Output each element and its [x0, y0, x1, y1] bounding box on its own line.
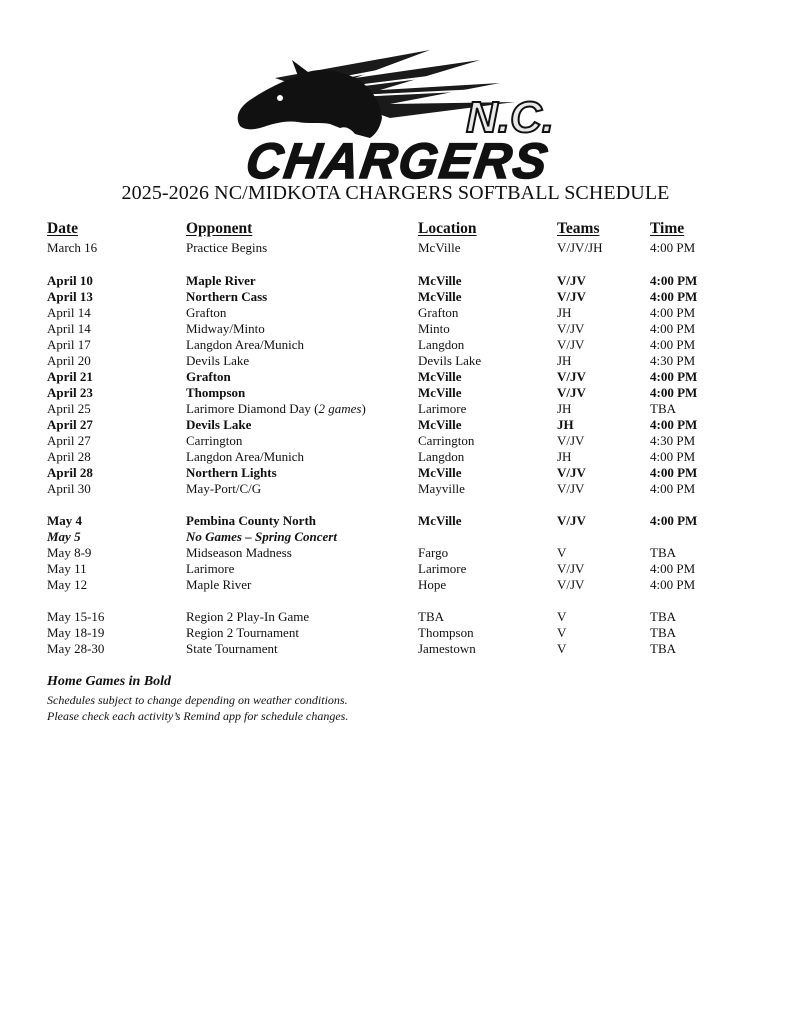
cell-teams: JH	[557, 417, 574, 432]
table-row	[0, 369, 791, 385]
table-row	[0, 465, 791, 481]
cell-time: 4:00 PM	[650, 561, 696, 576]
cell-opponent: Langdon Area/Munich	[186, 337, 305, 352]
cell-opponent: Thompson	[186, 385, 246, 400]
cell-date: May 5	[47, 529, 81, 544]
page-title-text: 2025-2026 NC/MIDKOTA CHARGERS SOFTBALL SCHEDULE	[121, 182, 670, 204]
table-row	[0, 641, 791, 657]
cell-date: April 17	[47, 337, 91, 352]
cell-opponent: Midway/Minto	[186, 321, 265, 336]
header-time: Time	[650, 220, 685, 237]
cell-date: April 10	[47, 273, 93, 288]
cell-time: TBA	[650, 641, 676, 656]
cell-location: Larimore	[418, 401, 467, 416]
cell-teams: V	[557, 545, 567, 560]
cell-location: Larimore	[418, 561, 467, 576]
cell-time: 4:30 PM	[650, 433, 696, 448]
table-row	[0, 321, 791, 337]
cell-date: April 30	[47, 481, 91, 496]
table-row	[0, 337, 791, 353]
table-row	[0, 609, 791, 625]
cell-date: April 28	[47, 465, 93, 480]
cell-time: 4:00 PM	[650, 369, 698, 384]
table-row	[0, 449, 791, 465]
table-row	[0, 417, 791, 433]
cell-time: 4:00 PM	[650, 273, 698, 288]
table-row	[0, 577, 791, 593]
cell-date: April 21	[47, 369, 93, 384]
cell-date: April 14	[47, 321, 91, 336]
cell-time: 4:00 PM	[650, 577, 696, 592]
cell-teams: V/JV	[557, 273, 586, 288]
cell-time: TBA	[650, 545, 676, 560]
cell-teams: V	[557, 625, 567, 640]
cell-opponent: Pembina County North	[186, 513, 317, 528]
cell-opponent: Region 2 Play-In Game	[186, 609, 310, 624]
cell-date: March 16	[47, 240, 98, 255]
cell-teams: V/JV	[557, 289, 586, 304]
cell-opponent: Grafton	[186, 369, 231, 384]
cell-location: McVille	[418, 465, 462, 480]
cell-date: May 11	[47, 561, 87, 576]
header-date: Date	[47, 220, 78, 237]
cell-time: 4:00 PM	[650, 240, 696, 255]
cell-opponent: Devils Lake	[186, 417, 252, 432]
cell-opponent: Northern Cass	[186, 289, 268, 304]
cell-teams: V/JV	[557, 513, 586, 528]
table-row	[0, 305, 791, 321]
cell-location: Mayville	[418, 481, 465, 496]
cell-location: Thompson	[418, 625, 474, 640]
cell-date: April 20	[47, 353, 91, 368]
cell-opponent: Maple River	[186, 577, 252, 592]
logo-nc-text: N.C.	[466, 93, 554, 142]
cell-time: 4:30 PM	[650, 353, 696, 368]
notes-line-1: Schedules subject to change depending on weather conditions.	[47, 693, 348, 707]
cell-date: April 23	[47, 385, 93, 400]
cell-opponent: Devils Lake	[186, 353, 250, 368]
cell-opponent: No Games – Spring Concert	[186, 529, 337, 544]
cell-teams: V/JV	[557, 385, 586, 400]
cell-time: 4:00 PM	[650, 449, 696, 464]
cell-teams: JH	[557, 401, 572, 416]
cell-location: Langdon	[418, 337, 465, 352]
cell-location: TBA	[418, 609, 444, 624]
cell-time: 4:00 PM	[650, 289, 698, 304]
cell-date: April 25	[47, 401, 91, 416]
cell-teams: V/JV	[557, 561, 585, 576]
cell-date: May 4	[47, 513, 83, 528]
cell-time: 4:00 PM	[650, 337, 696, 352]
cell-time: TBA	[650, 625, 676, 640]
cell-time: 4:00 PM	[650, 321, 696, 336]
cell-date: April 13	[47, 289, 93, 304]
cell-opponent: Larimore Diamond Day (2 games)	[186, 401, 366, 416]
cell-opponent: State Tournament	[186, 641, 278, 656]
table-row	[0, 545, 791, 561]
page-title	[0, 182, 791, 205]
cell-location: McVille	[418, 369, 462, 384]
cell-location: Fargo	[418, 545, 449, 560]
cell-date: May 28-30	[47, 641, 105, 656]
cell-opponent: Langdon Area/Munich	[186, 449, 305, 464]
cell-location: McVille	[418, 289, 462, 304]
cell-teams: V	[557, 609, 567, 624]
cell-teams: V/JV	[557, 433, 585, 448]
cell-teams: V	[557, 641, 567, 656]
table-row	[0, 625, 791, 641]
cell-location: Carrington	[418, 433, 475, 448]
cell-location: Grafton	[418, 305, 459, 320]
cell-opponent: Practice Begins	[186, 240, 268, 255]
notes-line-2: Please check each activity’s Remind app for schedule changes.	[47, 709, 349, 723]
cell-location: Jamestown	[418, 641, 476, 656]
cell-teams: V/JV	[557, 369, 586, 384]
cell-time: 4:00 PM	[650, 385, 698, 400]
table-row	[0, 240, 791, 256]
header-opponent: Opponent	[186, 220, 253, 237]
cell-date: April 27	[47, 417, 93, 432]
cell-time: 4:00 PM	[650, 305, 696, 320]
table-row	[0, 353, 791, 369]
cell-time: 4:00 PM	[650, 417, 698, 432]
cell-teams: V/JV	[557, 481, 585, 496]
cell-location: Hope	[418, 577, 447, 592]
table-row	[0, 401, 791, 417]
table-row	[0, 433, 791, 449]
table-row	[0, 513, 791, 529]
cell-opponent: Northern Lights	[186, 465, 277, 480]
horse-head-logo-icon	[180, 38, 610, 188]
cell-teams: V/JV	[557, 577, 585, 592]
cell-location: McVille	[418, 273, 462, 288]
cell-location: McVille	[418, 417, 462, 432]
cell-time: TBA	[650, 609, 676, 624]
cell-location: McVille	[418, 385, 462, 400]
cell-opponent: Grafton	[186, 305, 227, 320]
chargers-logo	[180, 38, 610, 188]
cell-location: Devils Lake	[418, 353, 482, 368]
cell-location: McVille	[418, 240, 461, 255]
table-row	[0, 385, 791, 401]
header-teams: Teams	[557, 220, 600, 237]
schedule-notes	[47, 674, 348, 724]
logo-chargers-text: CHARGERS	[242, 133, 553, 188]
cell-date: April 28	[47, 449, 91, 464]
cell-opponent: Larimore	[186, 561, 235, 576]
cell-teams: V/JV	[557, 321, 585, 336]
table-row	[0, 273, 791, 289]
table-row	[0, 289, 791, 305]
cell-opponent: Carrington	[186, 433, 243, 448]
cell-teams: JH	[557, 449, 572, 464]
cell-teams: V/JV/JH	[557, 240, 603, 255]
cell-location: Langdon	[418, 449, 465, 464]
cell-date: April 14	[47, 305, 91, 320]
cell-date: April 27	[47, 433, 91, 448]
cell-opponent: Midseason Madness	[186, 545, 292, 560]
cell-teams: V/JV	[557, 337, 585, 352]
cell-teams: JH	[557, 305, 572, 320]
cell-opponent: May-Port/C/G	[186, 481, 262, 496]
cell-teams: JH	[557, 353, 572, 368]
cell-time: 4:00 PM	[650, 481, 696, 496]
cell-location: Minto	[418, 321, 450, 336]
cell-date: May 15-16	[47, 609, 105, 624]
cell-location: McVille	[418, 513, 462, 528]
header-location: Location	[418, 220, 477, 237]
cell-date: May 12	[47, 577, 88, 592]
cell-date: May 18-19	[47, 625, 105, 640]
notes-title: Home Games in Bold	[47, 674, 172, 689]
table-row	[0, 529, 791, 545]
cell-opponent: Maple River	[186, 273, 256, 288]
cell-time: TBA	[650, 401, 676, 416]
cell-opponent: Region 2 Tournament	[186, 625, 299, 640]
table-row	[0, 481, 791, 497]
cell-time: 4:00 PM	[650, 465, 698, 480]
cell-date: May 8-9	[47, 545, 92, 560]
cell-time: 4:00 PM	[650, 513, 698, 528]
cell-teams: V/JV	[557, 465, 586, 480]
table-row	[0, 561, 791, 577]
